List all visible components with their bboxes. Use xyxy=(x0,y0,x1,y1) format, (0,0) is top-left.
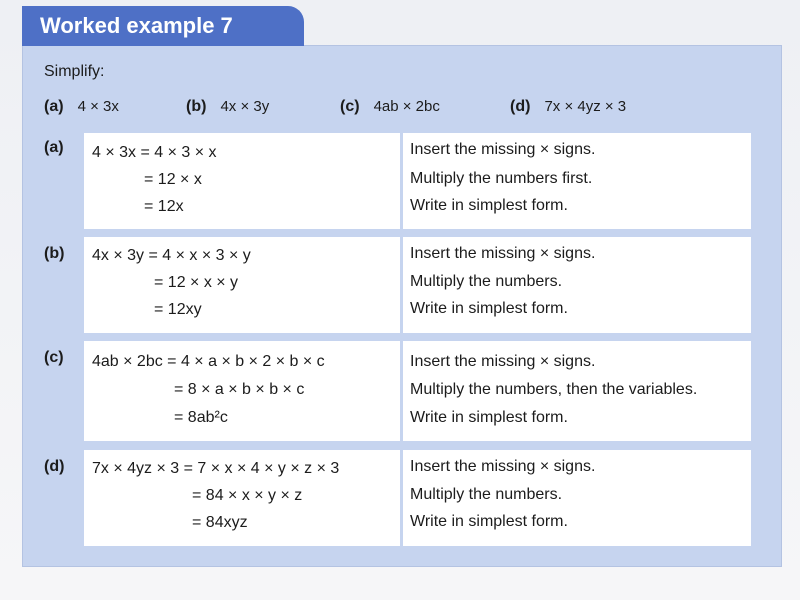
page-title: Worked example 7 xyxy=(40,13,233,38)
step-line: = 8 × a × b × b × c xyxy=(174,381,305,398)
explanation-line: Multiply the numbers. xyxy=(410,486,563,503)
step-line: = 8ab²c xyxy=(174,409,228,426)
part-question: 4ab × 2bc xyxy=(373,98,440,115)
part-c xyxy=(340,96,440,118)
solution-d-working xyxy=(84,450,400,546)
step-line: 7x × 4yz × 3 = 7 × x × 4 × y × z × 3 xyxy=(92,460,340,477)
part-label: (d) xyxy=(510,98,531,115)
step-line: = 12 × x xyxy=(144,171,202,188)
explanation-line: Insert the missing × signs. xyxy=(410,245,596,262)
part-label: (c) xyxy=(340,98,360,115)
explanation-line: Insert the missing × signs. xyxy=(410,141,596,158)
step-line: 4ab × 2bc = 4 × a × b × 2 × b × c xyxy=(92,353,325,370)
explanation-line: Insert the missing × signs. xyxy=(410,458,596,475)
step-line: 4x × 3y = 4 × x × 3 × y xyxy=(92,247,251,264)
part-label: (b) xyxy=(186,98,207,115)
part-question: 7x × 4yz × 3 xyxy=(544,98,627,115)
solution-a-explanation xyxy=(403,133,751,229)
part-d xyxy=(510,96,626,118)
part-b xyxy=(186,96,269,118)
explanation-line: Multiply the numbers first. xyxy=(410,170,593,187)
step-line: = 12 × x × y xyxy=(154,274,239,291)
part-label: (a) xyxy=(44,98,64,115)
explanation-line: Insert the missing × signs. xyxy=(410,353,596,370)
explanation-line: Write in simplest form. xyxy=(410,300,568,317)
solution-b-working xyxy=(84,237,400,333)
simplify-prompt: Simplify: xyxy=(44,63,105,80)
step-line: = 84xyz xyxy=(192,514,248,531)
solution-d-label: (d) xyxy=(44,458,65,475)
step-line: = 84 × x × y × z xyxy=(192,487,303,504)
solution-b-explanation xyxy=(403,237,751,333)
solution-d-explanation xyxy=(403,450,751,546)
explanation-line: Write in simplest form. xyxy=(410,197,568,214)
part-question: 4x × 3y xyxy=(220,98,270,115)
part-a xyxy=(44,96,119,118)
solution-b-label: (b) xyxy=(44,245,65,262)
explanation-line: Write in simplest form. xyxy=(410,513,568,530)
solution-a-working xyxy=(84,133,400,229)
step-line: = 12x xyxy=(144,198,184,215)
explanation-line: Write in simplest form. xyxy=(410,409,568,426)
step-line: = 12xy xyxy=(154,301,202,318)
solution-a-label: (a) xyxy=(44,139,64,156)
explanation-line: Multiply the numbers. xyxy=(410,273,563,290)
explanation-line: Multiply the numbers, then the variables. xyxy=(410,381,698,398)
solution-c-label: (c) xyxy=(44,349,64,366)
part-question: 4 × 3x xyxy=(77,98,119,115)
step-line: 4 × 3x = 4 × 3 × x xyxy=(92,144,217,161)
solution-c-working xyxy=(84,341,400,441)
solution-c-explanation xyxy=(403,341,751,441)
